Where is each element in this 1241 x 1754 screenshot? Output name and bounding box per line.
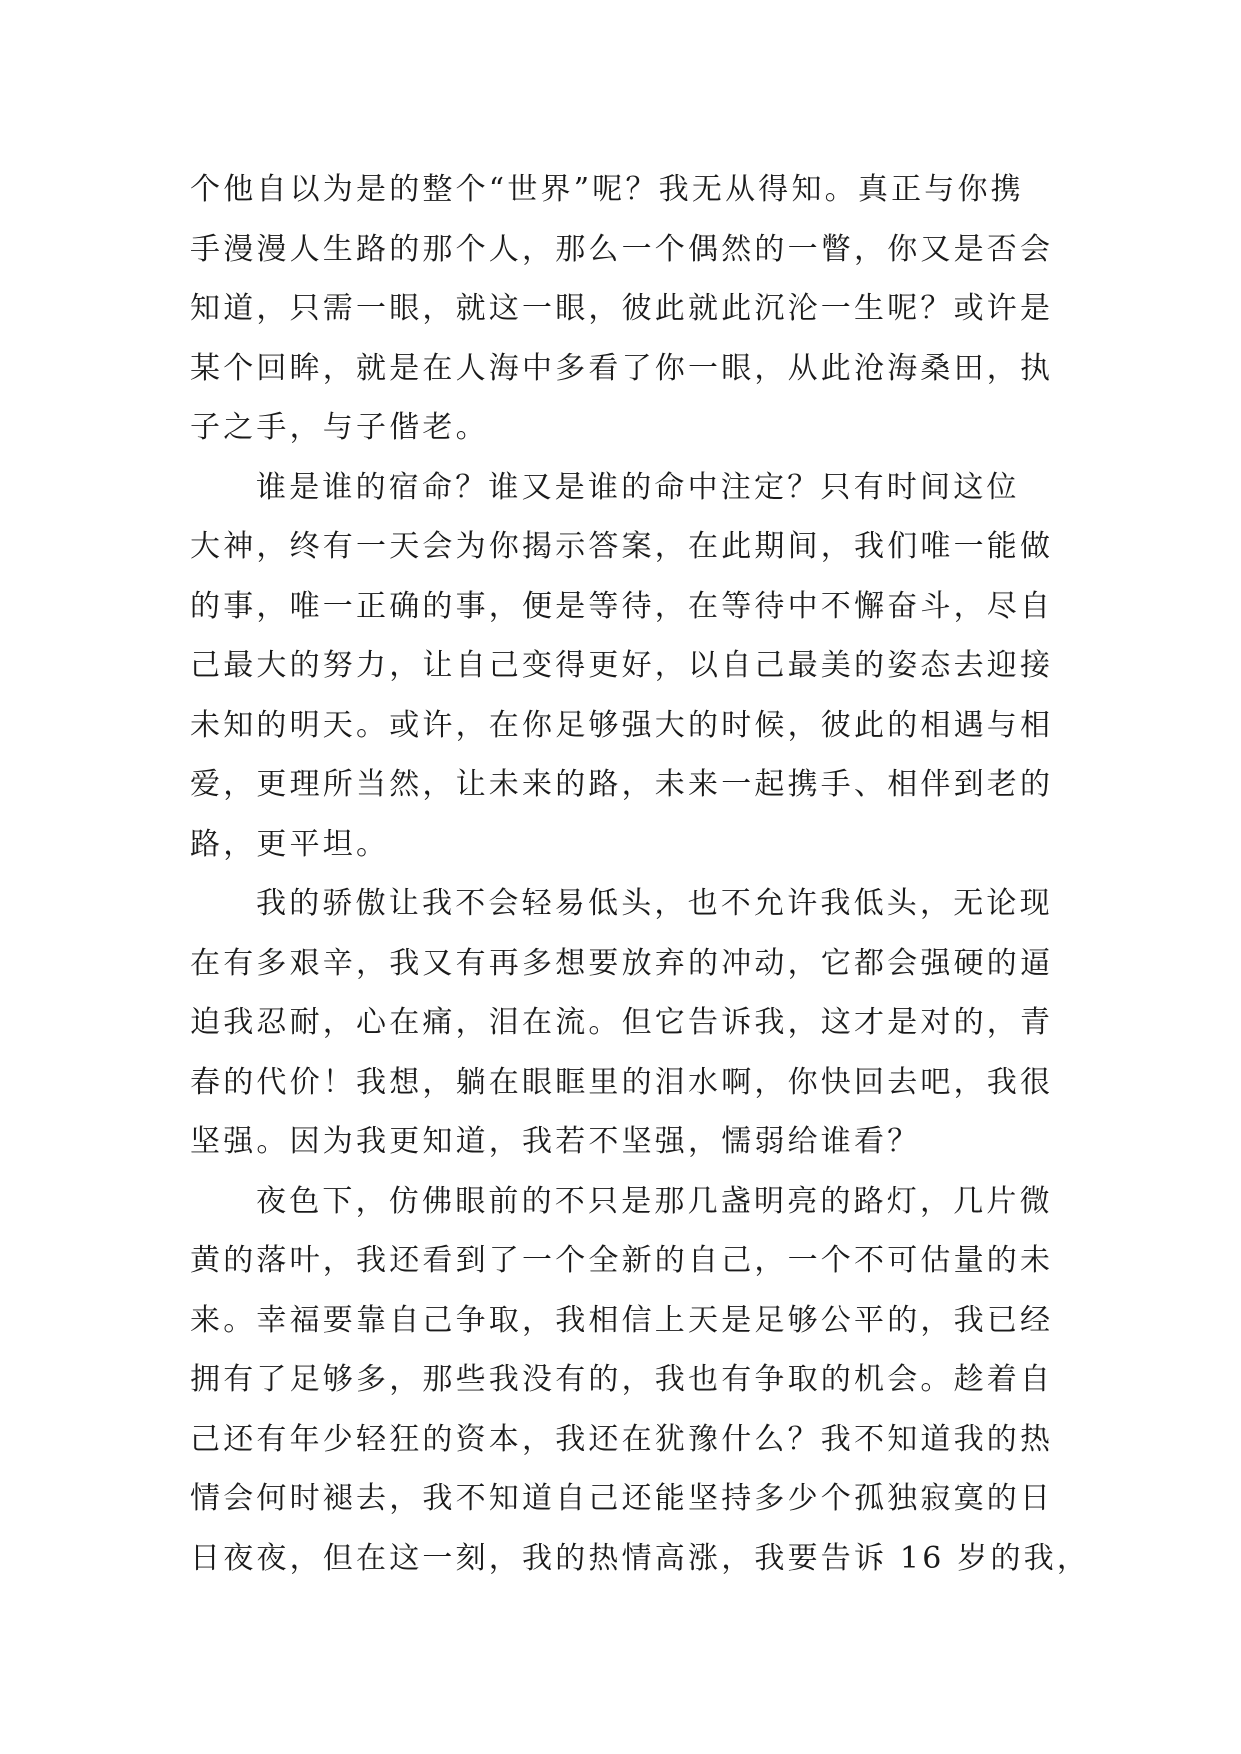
- text-line: 手漫漫人生路的那个人，那么一个偶然的一瞥，你又是否会: [190, 231, 1054, 267]
- text-line: 情会何时褪去，我不知道自己还能坚持多少个孤独寂寞的日: [190, 1481, 1054, 1516]
- text-line: 迫我忍耐，心在痛，泪在流。但它告诉我，这才是对的，青: [190, 1005, 1054, 1040]
- text-line: 大神，终有一天会为你揭示答案，在此期间，我们唯一能做: [190, 529, 1054, 564]
- text-line: 己最大的努力，让自己变得更好，以自己最美的姿态去迎接: [190, 648, 1054, 683]
- paragraph-1: [190, 160, 1054, 458]
- text-line: 谁是谁的宿命？谁又是谁的命中注定？只有时间这位: [256, 469, 1020, 505]
- text-line: 己还有年少轻狂的资本，我还在犹豫什么？我不知道我的热: [190, 1421, 1054, 1457]
- text-line: 子之手，与子偕老。: [190, 410, 489, 445]
- text-line: 日夜夜，但在这一刻，我的热情高涨，我要告诉 16 岁的我，: [190, 1540, 1091, 1576]
- text-line: 春的代价！我想，躺在眼眶里的泪水啊，你快回去吧，我很: [190, 1064, 1054, 1100]
- text-line: 某个回眸，就是在人海中多看了你一眼，从此沧海桑田，执: [190, 350, 1054, 386]
- text-line: 知道，只需一眼，就这一眼，彼此就此沉沦一生呢？或许是: [190, 291, 1054, 326]
- text-line: 坚强。因为我更知道，我若不坚强，懦弱给谁看？: [190, 1124, 921, 1159]
- paragraph-2: [190, 458, 1054, 875]
- text-line: 我的骄傲让我不会轻易低头，也不允许我低头，无论现: [256, 886, 1053, 921]
- text-line: 路，更平坦。: [190, 826, 390, 862]
- text-line: 拥有了足够多，那些我没有的，我也有争取的机会。趁着自: [190, 1362, 1054, 1397]
- text-line: 来。幸福要靠自己争取，我相信上天是足够公平的，我已经: [190, 1302, 1054, 1338]
- text-line: 爱，更理所当然，让未来的路，未来一起携手、相伴到老的: [190, 767, 1054, 802]
- text-line: 在有多艰辛，我又有再多想要放弃的冲动，它都会强硬的逼: [190, 945, 1054, 981]
- paragraph-4: [190, 1172, 1091, 1589]
- text-line: 个他自以为是的整个“世界”呢？我无从得知。真正与你携: [190, 172, 1024, 207]
- text-line: 未知的明天。或许，在你足够强大的时候，彼此的相遇与相: [190, 707, 1054, 743]
- document-page: [190, 160, 1091, 1588]
- paragraph-3: [190, 874, 1054, 1172]
- text-line: 的事，唯一正确的事，便是等待，在等待中不懈奋斗，尽自: [190, 588, 1054, 624]
- text-line: 黄的落叶，我还看到了一个全新的自己，一个不可估量的未: [190, 1243, 1054, 1278]
- text-line: 夜色下，仿佛眼前的不只是那几盏明亮的路灯，几片微: [256, 1183, 1053, 1219]
